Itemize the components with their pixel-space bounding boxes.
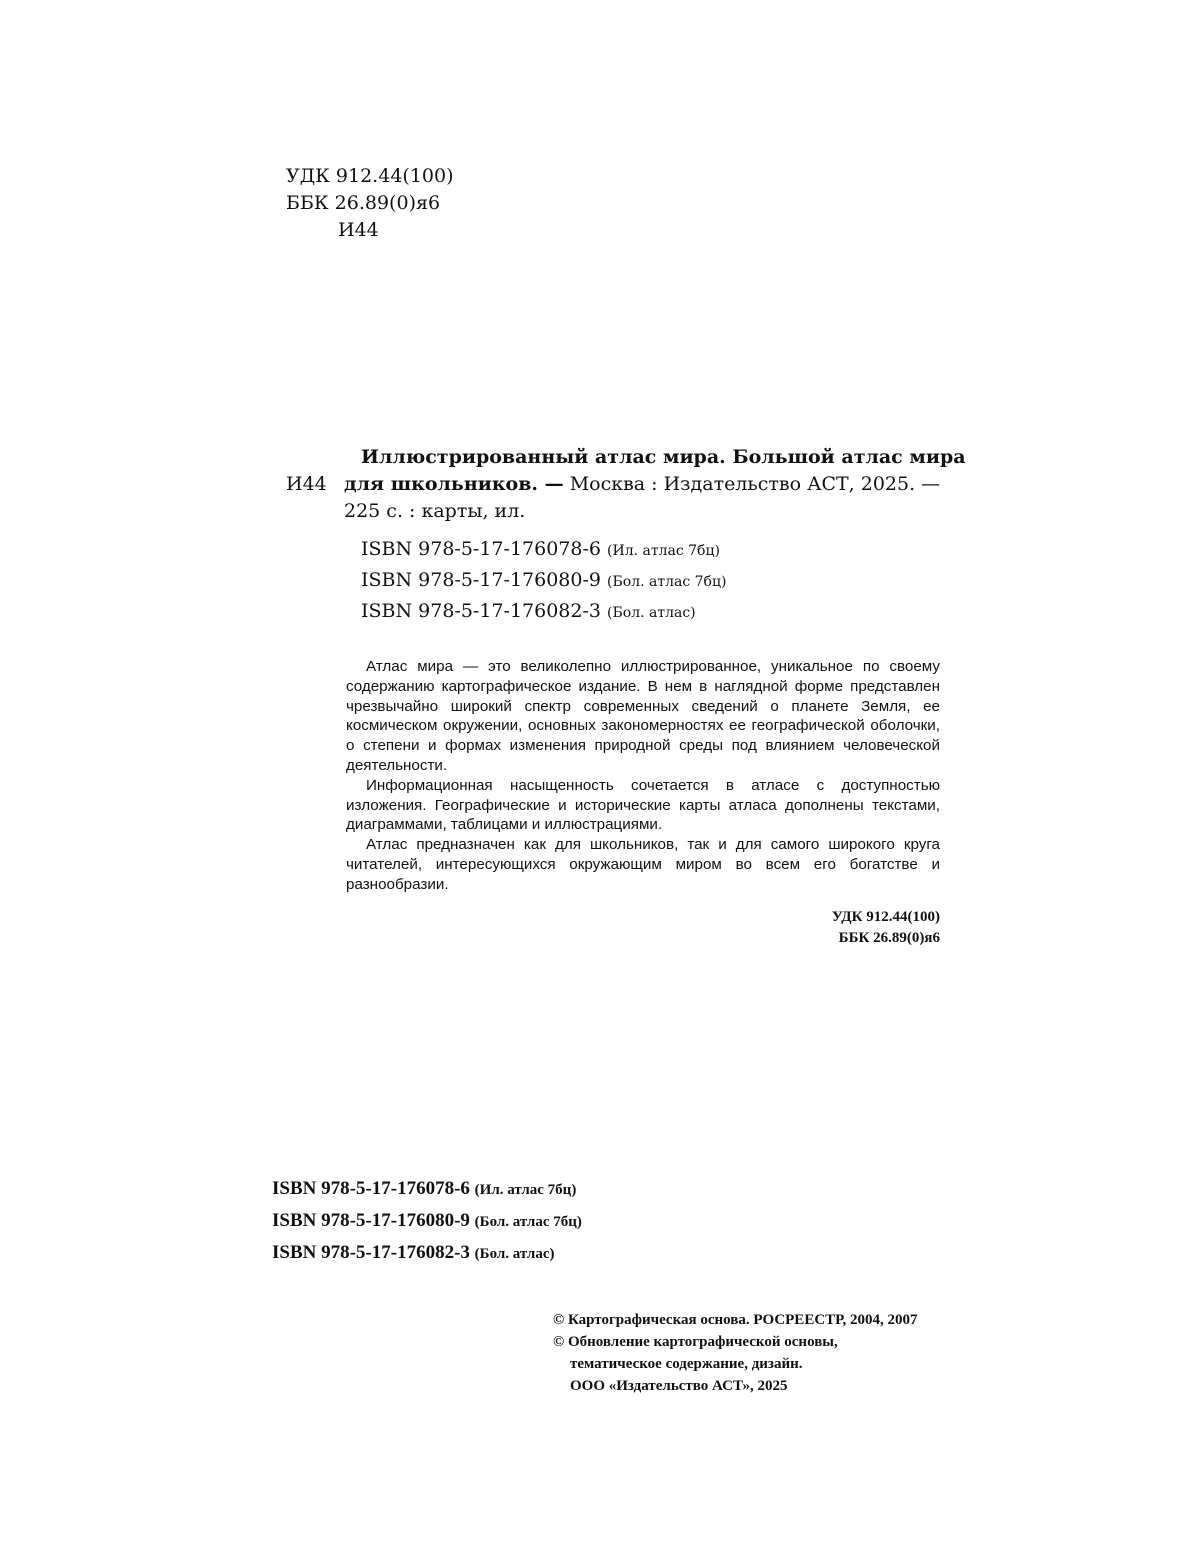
bbk-code: ББК 26.89(0)я6: [286, 192, 441, 214]
copyright-block: [553, 1309, 917, 1397]
annotation: [346, 657, 940, 895]
isbn-note: (Бол. атлас): [474, 1246, 555, 1262]
isbn-number: ISBN 978-5-17-176080-9: [361, 569, 601, 591]
isbn-note: (Бол. атлас 7бц): [474, 1214, 582, 1230]
udk-code: УДК 912.44(100): [286, 165, 454, 187]
copyright-line-3: тематическое содержание, дизайн.: [570, 1356, 803, 1372]
isbn-note: (Ил. атлас 7бц): [607, 543, 720, 559]
entry-title-line1: Иллюстрированный атлас мира. Большой атлас мира: [361, 446, 966, 468]
entry-imprint: Москва : Издательство АСТ, 2025. —: [563, 473, 941, 495]
isbn-number: ISBN 978-5-17-176078-6: [272, 1178, 470, 1199]
entry-pagination: 225 с. : карты, ил.: [344, 500, 526, 522]
annotation-udk: УДК 912.44(100): [831, 909, 940, 925]
isbn-note: (Бол. атлас 7бц): [607, 574, 727, 590]
entry-isbn-3: [361, 597, 696, 628]
entry-title-line2: [344, 470, 940, 499]
isbn-number: ISBN 978-5-17-176082-3: [272, 1242, 470, 1263]
annotation-codes: [832, 907, 940, 949]
copyright-line-2: © Обновление картографической основы,: [553, 1334, 838, 1350]
annotation-paragraph-3: Атлас предназначен как для школьников, так и для самого широкого круга читателей, интересующихся окружающим миром во всем его богатстве и разнообразии.: [346, 836, 940, 893]
bottom-isbn-1: [272, 1178, 576, 1200]
author-sign: И44: [338, 219, 379, 241]
entry-isbn-1: [361, 535, 720, 566]
entry-author-sign: И44: [286, 473, 327, 495]
isbn-note: (Ил. атлас 7бц): [474, 1182, 577, 1198]
annotation-paragraph-2: Информационная насыщенность сочетается в атласе с доступностью изложения. Географические и исторические карты атласа дополнены текстами, диаграммами, таблицами и иллюстрациями.: [346, 776, 940, 834]
copyright-line-1: © Картографическая основа. РОСРЕЕСТР, 2004, 2007: [553, 1312, 918, 1328]
isbn-number: ISBN 978-5-17-176082-3: [361, 600, 601, 622]
isbn-number: ISBN 978-5-17-176080-9: [272, 1210, 470, 1231]
bottom-isbn-2: [272, 1210, 582, 1232]
copyright-line-4: ООО «Издательство АСТ», 2025: [570, 1378, 788, 1394]
isbn-number: ISBN 978-5-17-176078-6: [361, 538, 601, 560]
entry-title-line2-bold: для школьников. —: [344, 473, 564, 495]
entry-isbn-2: [361, 566, 726, 597]
annotation-paragraph-1: Атлас мира — это великолепно иллюстрированное, уникальное по своему содержанию картографическое издание. В нем в наглядной форме представлен чрезвычайно широкий спектр современных сведений о планете Земля, ее космическом окружении, основных закономерностях ее географической оболочки, о степени и формах изменения природной среды под влиянием человеческой деятельности.: [346, 658, 940, 774]
isbn-note: (Бол. атлас): [607, 605, 696, 621]
bottom-isbn-3: [272, 1242, 554, 1264]
annotation-bbk: ББК 26.89(0)я6: [838, 930, 940, 946]
